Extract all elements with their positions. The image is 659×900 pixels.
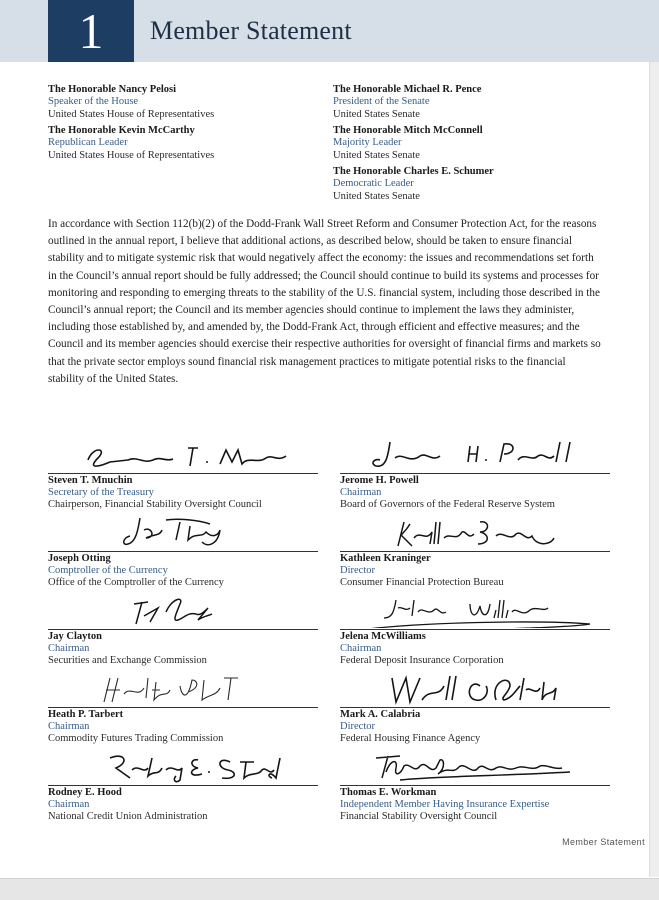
signature-mark (340, 750, 610, 784)
signatory-org: Chairperson, Financial Stability Oversight Council (48, 499, 262, 510)
signature-mark (48, 516, 318, 550)
signatory-info (340, 475, 555, 511)
signatory-title: Chairman (340, 487, 382, 498)
signature-line (340, 473, 610, 474)
page-title: Member Statement (150, 16, 352, 45)
signature-mark (340, 672, 610, 706)
signatory-info (48, 709, 223, 745)
addressee-title: Republican Leader (48, 137, 128, 149)
bottom-band (0, 878, 659, 900)
addressee-org: United States House of Representatives (48, 149, 215, 161)
addressee-org: United States House of Representatives (48, 108, 215, 120)
signatory-title: Chairman (340, 643, 382, 654)
signatory-info (48, 553, 224, 589)
signatory-title: Director (340, 565, 375, 576)
signatory-info (48, 631, 207, 667)
signatory-org: Office of the Comptroller of the Currency (48, 577, 224, 588)
signatory-name: Steven T. Mnuchin (48, 475, 133, 486)
signature-line (340, 785, 610, 786)
signature-line (48, 707, 318, 708)
signature-line (48, 785, 318, 786)
signatory-title: Secretary of the Treasury (48, 487, 154, 498)
signatory-title: Chairman (48, 643, 90, 654)
statement-paragraph: In accordance with Section 112(b)(2) of the Dodd-Frank Wall Street Reform and Consumer Protection Act, for the reasons outlined in the annual report, I believe that additional actions, as described below, should be taken to ensure financial stability and to mitigate systemic risk that would negatively affect the economy: the issues and recommendations set forth in the Council’s annual report should be fully addressed; the Council should continue to build its systems and processes for monitoring and responding to emerging threats to the stability of the U.S. financial system, including those described in the Council’s annual report; the Council and its member agencies should continue to implement the laws they administer, including those established by, and amended by, the Dodd-Frank Act, through efficient and effective measures; and the Council and its member agencies should exercise their respective authorities for oversight of financial firms and markets so that the private sector employs sound financial risk management practices to mitigate potential risks to the financial stability of the United States. (48, 218, 601, 385)
signature-mark (48, 438, 318, 472)
addressee-block (333, 125, 483, 162)
signatory-name: Heath P. Tarbert (48, 709, 124, 720)
signatory-org: Federal Housing Finance Agency (340, 733, 481, 744)
addressee-name: The Honorable Nancy Pelosi (48, 84, 177, 95)
addressee-name: The Honorable Michael R. Pence (333, 84, 482, 95)
addressee-block (48, 84, 214, 121)
signatory-title: Independent Member Having Insurance Expertise (340, 799, 550, 810)
signature-line (48, 629, 318, 630)
signatory-org: Financial Stability Oversight Council (340, 811, 498, 822)
addressee-block (48, 125, 214, 162)
signature-line (340, 707, 610, 708)
signatory-title: Comptroller of the Currency (48, 565, 168, 576)
signatory-title: Chairman (48, 721, 90, 732)
signatory-org: Federal Deposit Insurance Corporation (340, 655, 504, 666)
addressee-title: Speaker of the House (48, 96, 139, 108)
signatory-org: Board of Governors of the Federal Reserve System (340, 499, 555, 510)
signature-mark (48, 594, 318, 628)
signatory-org: Commodity Futures Trading Commission (48, 733, 224, 744)
signatory-org: National Credit Union Administration (48, 811, 208, 822)
addressee-org: United States Senate (333, 190, 420, 202)
signatory-name: Jerome H. Powell (340, 475, 419, 486)
signature-line (340, 551, 610, 552)
signatory-name: Thomas E. Workman (340, 787, 437, 798)
signatory-info (340, 631, 504, 667)
signatory-name: Mark A. Calabria (340, 709, 421, 720)
signatory-info (48, 475, 262, 511)
signature-mark (48, 750, 318, 784)
signature-mark (48, 672, 318, 706)
signature-mark (340, 594, 610, 628)
signature-line (48, 551, 318, 552)
signatory-title: Chairman (48, 799, 90, 810)
addressee-title: President of the Senate (333, 96, 430, 108)
addressee-org: United States Senate (333, 108, 420, 120)
signatory-info (340, 787, 549, 823)
signatory-name: Joseph Otting (48, 553, 111, 564)
addressee-org: United States Senate (333, 149, 420, 161)
signatory-info (340, 709, 480, 745)
addressee-title: Democratic Leader (333, 178, 414, 190)
signature-mark (340, 516, 610, 550)
addressee-title: Majority Leader (333, 137, 402, 149)
signature-line (340, 629, 610, 630)
signature-mark (340, 438, 610, 472)
signatory-org: Consumer Financial Protection Bureau (340, 577, 504, 588)
signatory-name: Jay Clayton (48, 631, 102, 642)
signature-line (48, 473, 318, 474)
signatory-name: Jelena McWilliams (340, 631, 426, 642)
signatory-org: Securities and Exchange Commission (48, 655, 207, 666)
signatory-name: Kathleen Kraninger (340, 553, 431, 564)
chapter-number: 1 (48, 0, 134, 62)
footer-label: Member Statement (562, 837, 645, 847)
addressee-block (333, 166, 494, 203)
signatory-info (340, 553, 504, 589)
page-edge (649, 62, 659, 877)
addressee-name: The Honorable Charles E. Schumer (333, 166, 494, 177)
addressee-block (333, 84, 481, 121)
signatory-info (48, 787, 208, 823)
addressee-name: The Honorable Kevin McCarthy (48, 125, 195, 136)
signatory-name: Rodney E. Hood (48, 787, 122, 798)
addressee-name: The Honorable Mitch McConnell (333, 125, 483, 136)
signatory-title: Director (340, 721, 375, 732)
